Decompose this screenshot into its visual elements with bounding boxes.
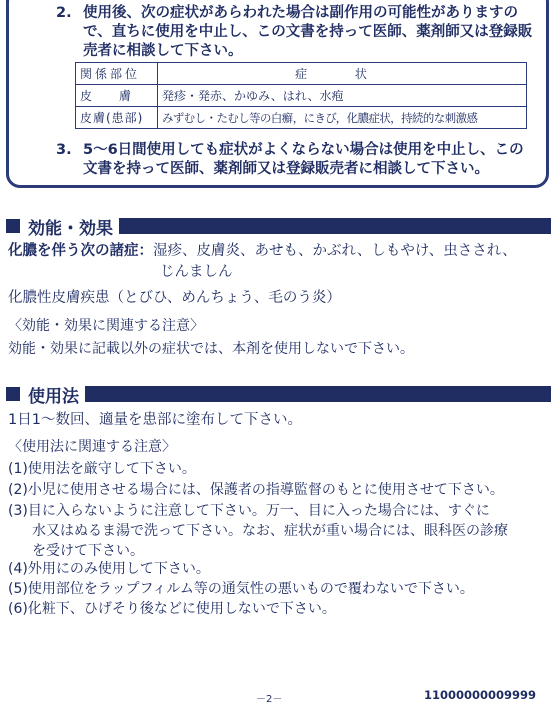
- document-code: 11000000009999: [424, 688, 537, 702]
- table-cell-part: 皮膚(患部): [76, 107, 158, 129]
- usage-note-3a: (3)目に入らないように注意して下さい。万一、目に入った場合には、すぐに: [8, 503, 490, 519]
- header-bar: [119, 218, 551, 234]
- usage-title: 使用法: [28, 386, 79, 407]
- efficacy-symptoms: 湿疹、皮膚炎、あせも、かぶれ、しもやけ、虫さされ、: [153, 243, 517, 259]
- usage-note-title: 〈使用法に関連する注意〉: [8, 439, 176, 455]
- header-bar: [85, 386, 551, 402]
- usage-section-header: [6, 383, 551, 405]
- table-header-symptom: 症 状: [158, 63, 527, 85]
- table-header-row: [76, 63, 527, 85]
- caution-item-3-number: 3.: [56, 142, 72, 158]
- efficacy-line-2: 化膿性皮膚疾患（とびひ、めんちょう、毛のう炎）: [8, 290, 341, 306]
- efficacy-line-1: [8, 242, 517, 261]
- efficacy-section-header: [6, 215, 551, 237]
- usage-note-2: (2)小児に使用させる場合には、保護者の指導監督のもとに使用させて下さい。: [8, 482, 504, 498]
- efficacy-title: 効能・効果: [28, 218, 113, 239]
- efficacy-note-text: 効能・効果に記載以外の症状では、本剤を使用しないで下さい。: [8, 341, 414, 357]
- usage-note-4: (4)外用にのみ使用して下さい。: [8, 561, 210, 577]
- square-bullet-icon: [6, 219, 20, 233]
- usage-note-3b: 水又はぬるま湯で洗って下さい。なお、症状が重い場合には、眼科医の診療: [32, 523, 508, 539]
- page-number: －2－: [256, 694, 283, 705]
- efficacy-note-title: 〈効能・効果に関連する注意〉: [8, 318, 204, 334]
- table-cell-part: 皮 膚: [76, 85, 158, 107]
- table-row: [76, 85, 527, 107]
- efficacy-line-1-continued: じんましん: [160, 264, 233, 280]
- usage-note-1: (1)使用法を厳守して下さい。: [8, 461, 196, 477]
- caution-item-2-text: 使用後、次の症状があらわれた場合は副作用の可能性がありますので、直ちに使用を中止し、この文書を持って医師、薬剤師又は登録販売者に相談して下さい。: [83, 5, 533, 59]
- table-cell-symptom: 発疹・発赤、かゆみ、はれ、水疱: [158, 85, 527, 107]
- usage-note-3c: を受けて下さい。: [32, 543, 144, 559]
- usage-note-5: (5)使用部位をラップフィルム等の通気性の悪いもので覆わないで下さい。: [8, 581, 474, 597]
- square-bullet-icon: [6, 387, 20, 401]
- efficacy-label: 化膿を伴う次の諸症：: [8, 243, 153, 259]
- table-row: [76, 107, 527, 129]
- caution-item-2-number: 2.: [56, 5, 72, 21]
- usage-main: 1日1～数回、適量を患部に塗布して下さい。: [8, 412, 302, 428]
- caution-item-3-text: 5～6日間使用しても症状がよくならない場合は使用を中止し、この文書を持って医師、薬剤師又は登録販売者に相談して下さい。: [83, 142, 524, 177]
- usage-note-6: (6)化粧下、ひげそり後などに使用しないで下さい。: [8, 601, 336, 617]
- caution-item-3: [56, 141, 536, 179]
- table-cell-symptom: みずむし・たむし等の白癬，にきび，化膿症状，持続的な刺激感: [158, 107, 527, 129]
- side-effect-table: [75, 62, 527, 129]
- caution-item-2: [56, 4, 536, 61]
- table-header-part: 関係部位: [76, 63, 158, 85]
